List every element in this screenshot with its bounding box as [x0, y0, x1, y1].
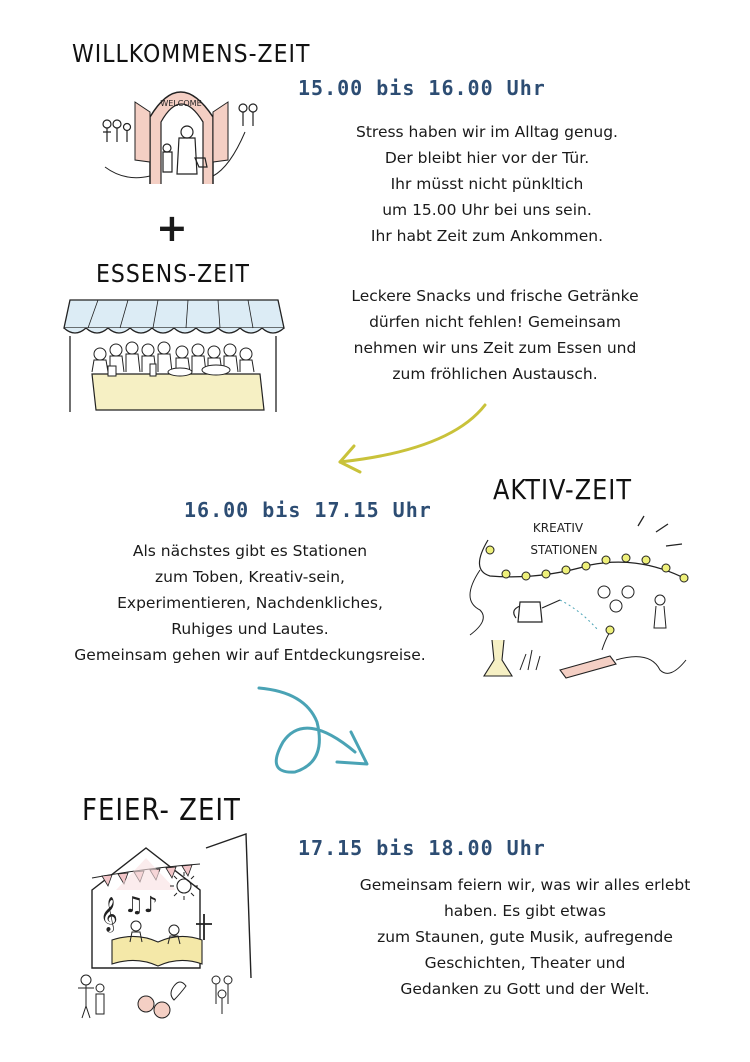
kreativ-sign-line2: STATIONEN — [530, 543, 598, 557]
welcome-illustration — [95, 72, 265, 192]
plus-sign: + — [156, 206, 188, 250]
welcome-line: um 15.00 Uhr bei uns sein. — [382, 201, 592, 219]
celebration-line: zum Staunen, gute Musik, aufregende — [377, 928, 673, 946]
welcome-line: Ihr habt Zeit zum Ankommen. — [370, 227, 604, 245]
celebration-church-illustration — [76, 828, 271, 1028]
music-notes-icon: ♫♪ — [124, 893, 158, 918]
welcome-time: 15.00 bis 16.00 Uhr — [298, 76, 546, 100]
celebration-time: 17.15 bis 18.00 Uhr — [298, 836, 546, 860]
active-text — [40, 538, 460, 668]
food-text — [320, 283, 670, 387]
food-title: ESSENS-ZEIT — [96, 260, 250, 289]
food-market-stall-illustration — [58, 292, 288, 422]
music-note-icon: 𝄞 — [100, 897, 118, 932]
welcome-line: Stress haben wir im Alltag genug. — [356, 123, 618, 141]
welcome-text — [312, 119, 662, 249]
yellow-arrow-icon — [330, 400, 490, 480]
welcome-line: Ihr müsst nicht pünkltich — [390, 175, 584, 193]
active-line: Experimentieren, Nachdenkliches, — [117, 594, 383, 612]
teal-loop-arrow-icon — [255, 682, 385, 782]
kreativ-sign-line1: KREATIV — [532, 521, 584, 535]
celebration-line: Gemeinsam feiern wir, was wir alles erlebt — [359, 876, 691, 894]
celebration-text — [315, 872, 735, 1002]
celebration-line: Geschichten, Theater und — [424, 954, 626, 972]
active-line: zum Toben, Kreativ-sein, — [155, 568, 345, 586]
food-line: nehmen wir uns Zeit zum Essen und — [353, 339, 637, 357]
active-line: Als nächstes gibt es Stationen — [132, 542, 368, 560]
celebration-line: haben. Es gibt etwas — [443, 902, 607, 920]
food-line: zum fröhlichen Austausch. — [392, 365, 598, 383]
welcome-title: WILLKOMMENS-ZEIT — [72, 40, 311, 69]
creative-stations-illustration — [460, 510, 700, 680]
food-line: Leckere Snacks und frische Getränke — [351, 287, 639, 305]
celebration-title: FEIER- ZEIT — [82, 793, 241, 829]
active-time: 16.00 bis 17.15 Uhr — [184, 498, 432, 522]
active-title: AKTIV-ZEIT — [493, 473, 633, 507]
food-line: dürfen nicht fehlen! Gemeinsam — [369, 313, 621, 331]
welcome-sign-text: WELCOME — [160, 99, 202, 108]
welcome-line: Der bleibt hier vor der Tür. — [384, 149, 590, 167]
active-line: Gemeinsam gehen wir auf Entdeckungsreise. — [74, 646, 426, 664]
celebration-line: Gedanken zu Gott und der Welt. — [400, 980, 650, 998]
active-line: Ruhiges und Lautes. — [171, 620, 329, 638]
